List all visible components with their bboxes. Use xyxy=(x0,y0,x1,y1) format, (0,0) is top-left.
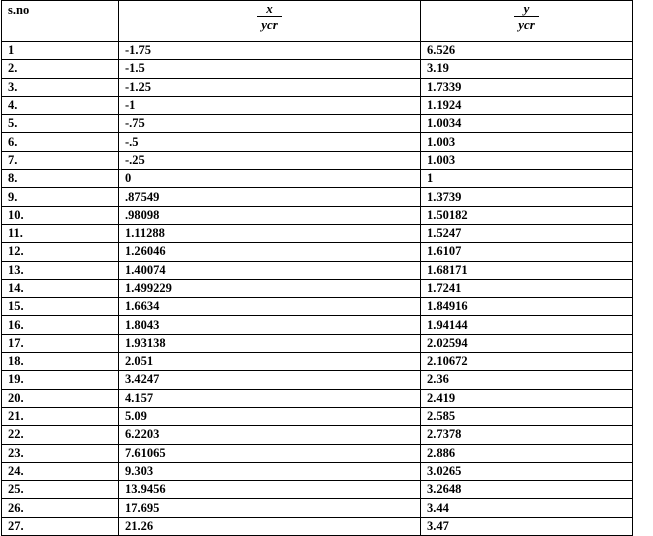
table-row xyxy=(2,517,633,535)
cell-y-ycr: 2.585 xyxy=(421,407,633,425)
table-row xyxy=(2,115,633,133)
table-row xyxy=(2,481,633,499)
cell-y-ycr: 2.7378 xyxy=(421,426,633,444)
cell-x-ycr: -.25 xyxy=(119,151,421,169)
cell-y-ycr: 1.68171 xyxy=(421,261,633,279)
table-row xyxy=(2,224,633,242)
cell-x-ycr: -.5 xyxy=(119,133,421,151)
data-table xyxy=(1,0,633,536)
table-row xyxy=(2,334,633,352)
cell-y-ycr: 3.0265 xyxy=(421,462,633,480)
cell-sno: 22. xyxy=(2,426,119,444)
cell-x-ycr: 4.157 xyxy=(119,389,421,407)
cell-sno: 10. xyxy=(2,206,119,224)
table-row xyxy=(2,353,633,371)
cell-y-ycr: 1.5247 xyxy=(421,224,633,242)
table-body xyxy=(2,42,633,536)
cell-y-ycr: 1.1924 xyxy=(421,96,633,114)
cell-x-ycr: 13.9456 xyxy=(119,481,421,499)
table-row xyxy=(2,261,633,279)
cell-y-ycr: 1.7339 xyxy=(421,78,633,96)
table-row xyxy=(2,444,633,462)
cell-sno: 8. xyxy=(2,170,119,188)
cell-sno: 1 xyxy=(2,42,119,60)
cell-y-ycr: 3.2648 xyxy=(421,481,633,499)
cell-y-ycr: 2.419 xyxy=(421,389,633,407)
cell-x-ycr: 21.26 xyxy=(119,517,421,535)
header-row xyxy=(2,1,633,42)
table-row xyxy=(2,371,633,389)
cell-x-ycr: .87549 xyxy=(119,188,421,206)
cell-sno: 21. xyxy=(2,407,119,425)
cell-y-ycr: 1.94144 xyxy=(421,316,633,334)
cell-sno: 11. xyxy=(2,224,119,242)
cell-sno: 25. xyxy=(2,481,119,499)
cell-y-ycr: 1.50182 xyxy=(421,206,633,224)
cell-sno: 5. xyxy=(2,115,119,133)
cell-x-ycr: 7.61065 xyxy=(119,444,421,462)
cell-x-ycr: -1.75 xyxy=(119,42,421,60)
table-row xyxy=(2,188,633,206)
cell-y-ycr: 1 xyxy=(421,170,633,188)
fraction-y-ycr xyxy=(514,1,539,32)
cell-y-ycr: 6.526 xyxy=(421,42,633,60)
cell-y-ycr: 1.6107 xyxy=(421,243,633,261)
cell-sno: 9. xyxy=(2,188,119,206)
cell-x-ycr: -1 xyxy=(119,96,421,114)
table-row xyxy=(2,133,633,151)
cell-sno: 4. xyxy=(2,96,119,114)
table-row xyxy=(2,170,633,188)
table-row xyxy=(2,42,633,60)
table-row xyxy=(2,96,633,114)
cell-sno: 12. xyxy=(2,243,119,261)
cell-y-ycr: 1.003 xyxy=(421,133,633,151)
cell-x-ycr: 0 xyxy=(119,170,421,188)
cell-y-ycr: 2.886 xyxy=(421,444,633,462)
cell-sno: 20. xyxy=(2,389,119,407)
cell-y-ycr: 3.47 xyxy=(421,517,633,535)
cell-x-ycr: 1.11288 xyxy=(119,224,421,242)
fraction-denominator: ycr xyxy=(261,17,278,32)
table-row xyxy=(2,78,633,96)
cell-sno: 17. xyxy=(2,334,119,352)
cell-sno: 27. xyxy=(2,517,119,535)
fraction-x-ycr xyxy=(257,1,282,32)
table-row xyxy=(2,407,633,425)
cell-sno: 15. xyxy=(2,298,119,316)
table-row xyxy=(2,316,633,334)
table-row xyxy=(2,426,633,444)
table-row xyxy=(2,206,633,224)
table-row xyxy=(2,298,633,316)
fraction-numerator: y xyxy=(514,1,539,17)
fraction-denominator: ycr xyxy=(518,17,535,32)
cell-x-ycr: -1.25 xyxy=(119,78,421,96)
table-row xyxy=(2,60,633,78)
table-row xyxy=(2,389,633,407)
cell-sno: 19. xyxy=(2,371,119,389)
cell-x-ycr: 1.40074 xyxy=(119,261,421,279)
cell-x-ycr: 2.051 xyxy=(119,353,421,371)
cell-x-ycr: 1.26046 xyxy=(119,243,421,261)
cell-x-ycr: 5.09 xyxy=(119,407,421,425)
cell-x-ycr: 9.303 xyxy=(119,462,421,480)
cell-y-ycr: 3.19 xyxy=(421,60,633,78)
cell-y-ycr: 1.3739 xyxy=(421,188,633,206)
cell-sno: 14. xyxy=(2,279,119,297)
table-row xyxy=(2,462,633,480)
cell-y-ycr: 2.36 xyxy=(421,371,633,389)
cell-y-ycr: 1.003 xyxy=(421,151,633,169)
cell-sno: 24. xyxy=(2,462,119,480)
cell-sno: 26. xyxy=(2,499,119,517)
cell-x-ycr: -1.5 xyxy=(119,60,421,78)
cell-x-ycr: .98098 xyxy=(119,206,421,224)
cell-x-ycr: 1.499229 xyxy=(119,279,421,297)
header-x-over-ycr xyxy=(119,1,421,42)
cell-sno: 6. xyxy=(2,133,119,151)
fraction-numerator: x xyxy=(257,1,282,17)
cell-y-ycr: 1.7241 xyxy=(421,279,633,297)
cell-y-ycr: 3.44 xyxy=(421,499,633,517)
header-y-over-ycr xyxy=(421,1,633,42)
cell-x-ycr: -.75 xyxy=(119,115,421,133)
cell-sno: 16. xyxy=(2,316,119,334)
table-row xyxy=(2,499,633,517)
header-sno: s.no xyxy=(2,1,119,42)
cell-y-ycr: 2.10672 xyxy=(421,353,633,371)
cell-y-ycr: 1.84916 xyxy=(421,298,633,316)
cell-x-ycr: 3.4247 xyxy=(119,371,421,389)
table-row xyxy=(2,243,633,261)
cell-x-ycr: 1.6634 xyxy=(119,298,421,316)
cell-x-ycr: 1.93138 xyxy=(119,334,421,352)
cell-x-ycr: 1.8043 xyxy=(119,316,421,334)
cell-sno: 2. xyxy=(2,60,119,78)
table-row xyxy=(2,151,633,169)
cell-x-ycr: 6.2203 xyxy=(119,426,421,444)
cell-sno: 18. xyxy=(2,353,119,371)
cell-sno: 13. xyxy=(2,261,119,279)
cell-sno: 7. xyxy=(2,151,119,169)
cell-y-ycr: 2.02594 xyxy=(421,334,633,352)
cell-sno: 23. xyxy=(2,444,119,462)
cell-y-ycr: 1.0034 xyxy=(421,115,633,133)
cell-sno: 3. xyxy=(2,78,119,96)
table-row xyxy=(2,279,633,297)
cell-x-ycr: 17.695 xyxy=(119,499,421,517)
